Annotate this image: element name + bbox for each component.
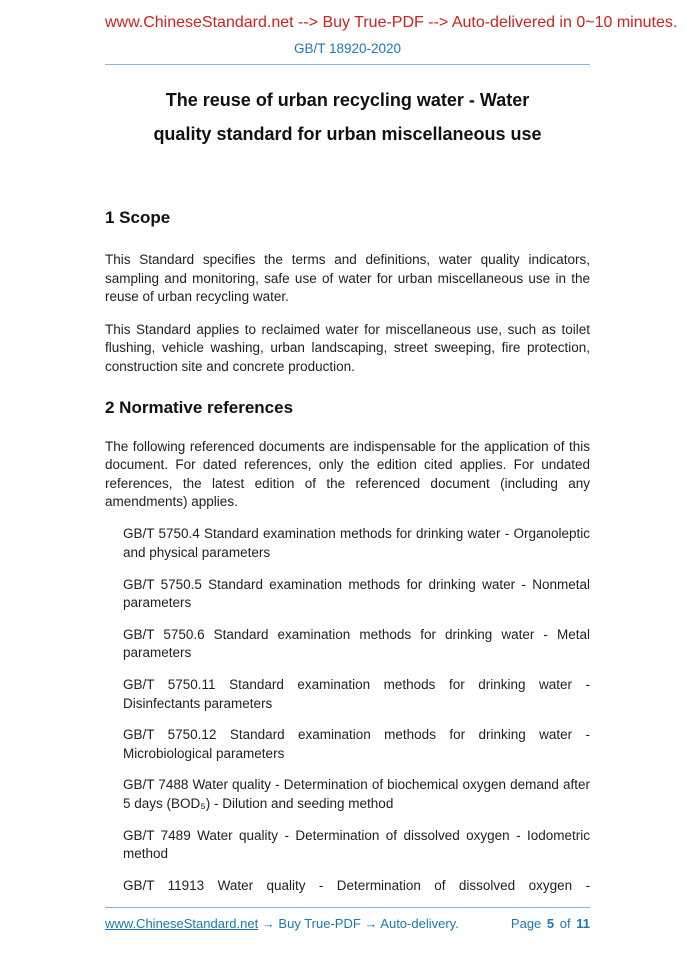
section-heading-scope: 1 Scope: [105, 208, 171, 227]
header-divider: [105, 64, 590, 65]
promo-banner: www.ChineseStandard.net --> Buy True-PDF --> Auto-delivered in 0~10 minutes.: [105, 14, 678, 31]
reference-item: GB/T 7489 Water quality - Determination of dissolved oxygen - Iodometric method: [123, 827, 590, 862]
footer-tagline: → Buy True-PDF → Auto-delivery.: [258, 916, 459, 931]
page-label: Page: [510, 916, 542, 931]
footer-site-link[interactable]: www.ChineseStandard.net: [105, 916, 259, 931]
reference-item: GB/T 5750.11 Standard examination methods for drinking water - Disinfectants parameters: [123, 677, 590, 711]
reference-item: GB/T 5750.4 Standard examination methods for drinking water - Organoleptic and physical parameters: [123, 526, 590, 561]
page-of-label: of: [559, 916, 571, 931]
reference-item: GB/T 5750.6 Standard examination methods for drinking water - Metal parameters: [123, 626, 590, 661]
document-title-line2: quality standard for urban miscellaneous use: [153, 124, 542, 144]
page-footer: [105, 907, 590, 932]
page-total: 11: [576, 916, 590, 931]
page-indicator: [511, 915, 590, 932]
reference-item: GB/T 11913 Water quality - Determination of dissolved oxygen -: [123, 877, 590, 893]
scope-paragraph-1: This Standard specifies the terms and definitions, water quality indicators, sampling and monitoring, safe use of water for urban miscellaneous use in the reuse of urban recycling water.: [105, 252, 590, 305]
footer-promo: [105, 915, 459, 932]
section-heading-normative: 2 Normative references: [105, 397, 294, 417]
standard-code: GB/T 18920-2020: [293, 41, 402, 56]
reference-item: GB/T 5750.12 Standard examination methods for drinking water - Microbiological parameters: [123, 727, 590, 761]
normative-intro-paragraph: The following referenced documents are indispensable for the application of this document. For dated references, only the edition cited applies. For undated references, the latest edition of the referenced document (including any amendments) applies.: [105, 438, 590, 510]
page-current: 5: [546, 916, 555, 931]
scope-paragraph-2: This Standard applies to reclaimed water for miscellaneous use, such as toilet flushing, vehicle washing, urban landscaping, street sweeping, fire protection, construction site and concrete production.: [105, 321, 590, 374]
reference-item: GB/T 5750.5 Standard examination methods for drinking water - Nonmetal parameters: [123, 576, 590, 611]
document-title-line1: The reuse of urban recycling water - Water: [165, 90, 530, 110]
reference-item: GB/T 7488 Water quality - Determination of biochemical oxygen demand after 5 days (BOD₅) - Dilution and seeding method: [123, 777, 590, 811]
document-title: [105, 83, 590, 151]
reference-list: [105, 525, 590, 895]
footer-divider: [105, 907, 590, 908]
